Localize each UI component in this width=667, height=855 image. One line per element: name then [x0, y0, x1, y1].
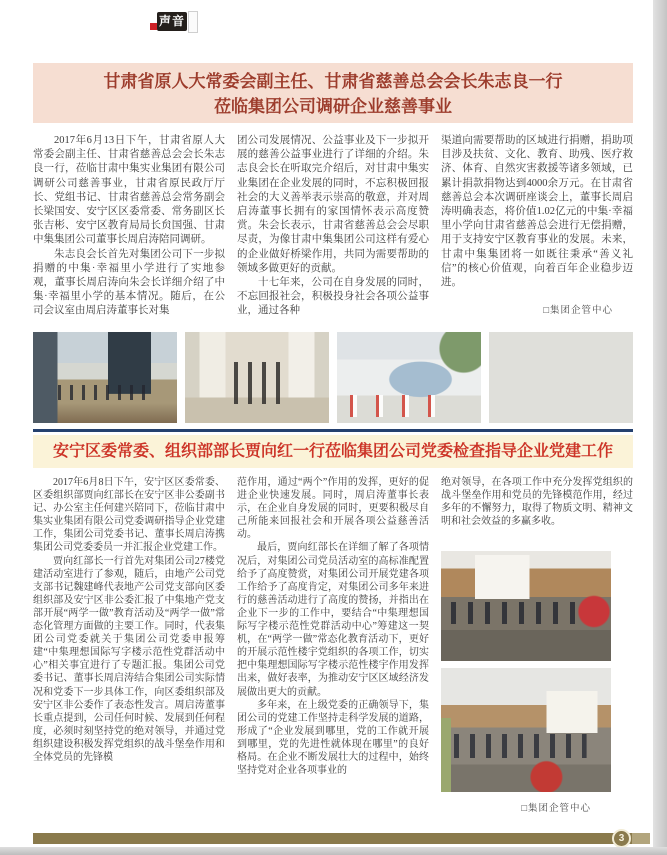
- article2-byline: □集团企管中心: [521, 804, 591, 814]
- article1-column-3: [441, 134, 633, 304]
- article1-paragraph: 团公司发展情况、公益事业及下一步拟开展的慈善公益事业进行了详细的介绍。朱志良会长在听取完介绍后，对甘肃中集实业集团在企业发展的同时，不忘积极回报社会的大义善举表示崇高的敬意，并对周启涛董事长拥有的家国情怀表示高度赞赏。朱会长表示，甘肃省慈善总会会尽职尽责，为像甘肃中集集团公司这样有爱心的企业做好桥梁作用，共同为需要帮助的领域多做更好的贡献。: [237, 135, 429, 274]
- header-stamp-box: [188, 11, 198, 33]
- article1-paragraph: 2017年6月13日下午，甘肃省原人大常委会副主任、甘肃省慈善总会会长朱志良一行，莅临甘肃中集实业集团有限公司调研公司慈善事业，甘肃省原民政厅厅长、党组书记、甘肃省慈善总会常务副会长梁国安、安宁区区委常委、常务副区长张吉彬、安宁区教育局局长贠国强、甘肃中集集团公司董事长周启涛陪同调研。: [33, 135, 225, 246]
- section-divider-line: [33, 429, 633, 432]
- photo-corridor-walkthrough: [185, 332, 329, 423]
- article1-column-1: [33, 134, 225, 332]
- photo-outdoor-site-visit: [33, 332, 177, 423]
- article2-paragraph: 最后，贾向红部长在详细了解了各项情况后，对集团公司党员活动室的高标准配置给予了高度赞赏，对集团公司开展党建各项工作给予了高度肯定，对集团公司多年来进行的慈善活动进行了高度的赞扬，并指出在企业下一步的工作中，要结合“中集理想国际写字楼示范性党群活动中心”筹建这一契机，在“两学一做”常态化教育活动下，更好的开展示范性楼宇党组织的各项工作，切实把中集理想国际写字楼示范性楼宇作用发挥出来，做好表率，为推动安宁区区域经济发展做出更大的贡献。: [237, 542, 429, 698]
- article2-paragraph: 绝对领导，在各项工作中充分发挥党组织的战斗堡垒作用和党员的先锋模范作用，经过多年的不懈努力，取得了物质文明、精神文明和社会效益的多赢多收。: [441, 477, 633, 528]
- article1-title-line2: 莅临集团公司调研企业慈善事业: [214, 97, 452, 116]
- section-tag: 声音: [157, 12, 187, 31]
- article2-title: 安宁区委常委、组织部部长贾向红一行莅临集团公司党委检查指导企业党建工作: [33, 435, 633, 468]
- article1-column-2: [237, 134, 429, 332]
- article2-paragraph: 贾向红部长一行首先对集团公司27楼党建活动室进行了参观，随后，由地产公司党支部书记魏建峰代表地产公司党支部向区委组织部及安宁区非公委汇报了中集地产党支部开展“两学一做”教育活动及“两学一做”常态化管理方面做的主要工作。同时，代表集团公司党委就关于集团公司党委申报筹建“中集理想国际写字楼示范性党群活动中心”相关事宜进行了专题汇报。集团公司党委书记、董事长周启涛结合集团公司实际情况和党委下一步具体工作，向区委组织部及安宁区非公委作了表态性发言。周启涛董事长重点提到，公司任何时候、发展到任何程度，必须时刻坚持党的绝对领导，并通过党组织建设积极发挥党组织的战斗堡垒作用和全体党员的先锋模: [33, 555, 225, 763]
- page-number-badge: 3: [612, 829, 631, 848]
- photo-party-meeting-projector: [441, 551, 611, 661]
- article1-title-line1: 甘肃省原人大常委会副主任、甘肃省慈善总会会长朱志良一行: [103, 72, 563, 91]
- article2-column-2: [237, 476, 429, 796]
- article2-column-1: [33, 476, 225, 796]
- article1-paragraph: 朱志良会长首先对集团公司下一步拟捐赠的中集·幸福里小学进行了实地参观，董事长周启涛向朱会长详细介绍了中集·幸福里小学的基本情况。随后，在公司会议室由周启涛董事长对集: [33, 248, 225, 317]
- article2-column-3: [441, 476, 633, 538]
- scan-edge-bottom: [0, 847, 667, 855]
- scan-edge-right: [653, 0, 667, 855]
- header-red-square: [150, 23, 157, 30]
- article1-byline: □集团企管中心: [543, 306, 613, 316]
- photo-party-meeting-table: [441, 668, 611, 792]
- footer-bar-tail: [632, 833, 650, 844]
- article2-paragraph: 多年来，在上级党委的正确领导下，集团公司的党建工作坚持走科学发展的道路，形成了“企业发展到哪里，党的工作就开展到哪里，党的先进性就体现在哪里”的良好格局。在企业不断发展壮大的过程中，始终坚持党对企业各项事业的: [237, 699, 429, 777]
- article1-title-box: [33, 63, 633, 123]
- article1-paragraph: 十七年来，公司在自身发展的同时，不忘回报社会，积极投身社会各项公益事业，通过各种: [237, 277, 429, 317]
- footer-bar: [33, 833, 632, 844]
- article1-paragraph: 渠道向需要帮助的区域进行捐赠，捐助项目涉及扶贫、文化、教育、助残、医疗救济、体育、自然灾害救援等诸多领域，已累计捐款捐物达到4000余万元。在甘肃省慈善总会本次调研座谈会上，董事长周启涛明确表态，将价值1.02亿元的中集·幸福里小学向甘肃省慈善总会进行无偿捐赠，用于支持安宁区教育事业的发展。未来，甘肃中集集团将一如既往秉承“善义礼信”的核心价值观，向着百年企业稳步迈进。: [441, 135, 633, 289]
- photo-conference-room: [489, 332, 633, 423]
- article2-paragraph: 2017年6月8日下午，安宁区区委常委、区委组织部贾向红部长在安宁区非公委副书记、办公室主任何建兴陪同下，莅临甘肃中集实业集团有限公司党委调研指导企业党建工作，集团公司党委书记、董事长周启涛携集团公司党委委员一并汇报企业党建工作。: [33, 477, 225, 554]
- photo-meeting-closeup: [337, 332, 481, 423]
- article2-paragraph: 范作用，通过“两个”作用的发挥，更好的促进企业快速发展。同时，周启涛董事长表示，在企业自身发展的同时，更要积极尽自己所能来回报社会和开展各项公益慈善活动。: [237, 477, 429, 541]
